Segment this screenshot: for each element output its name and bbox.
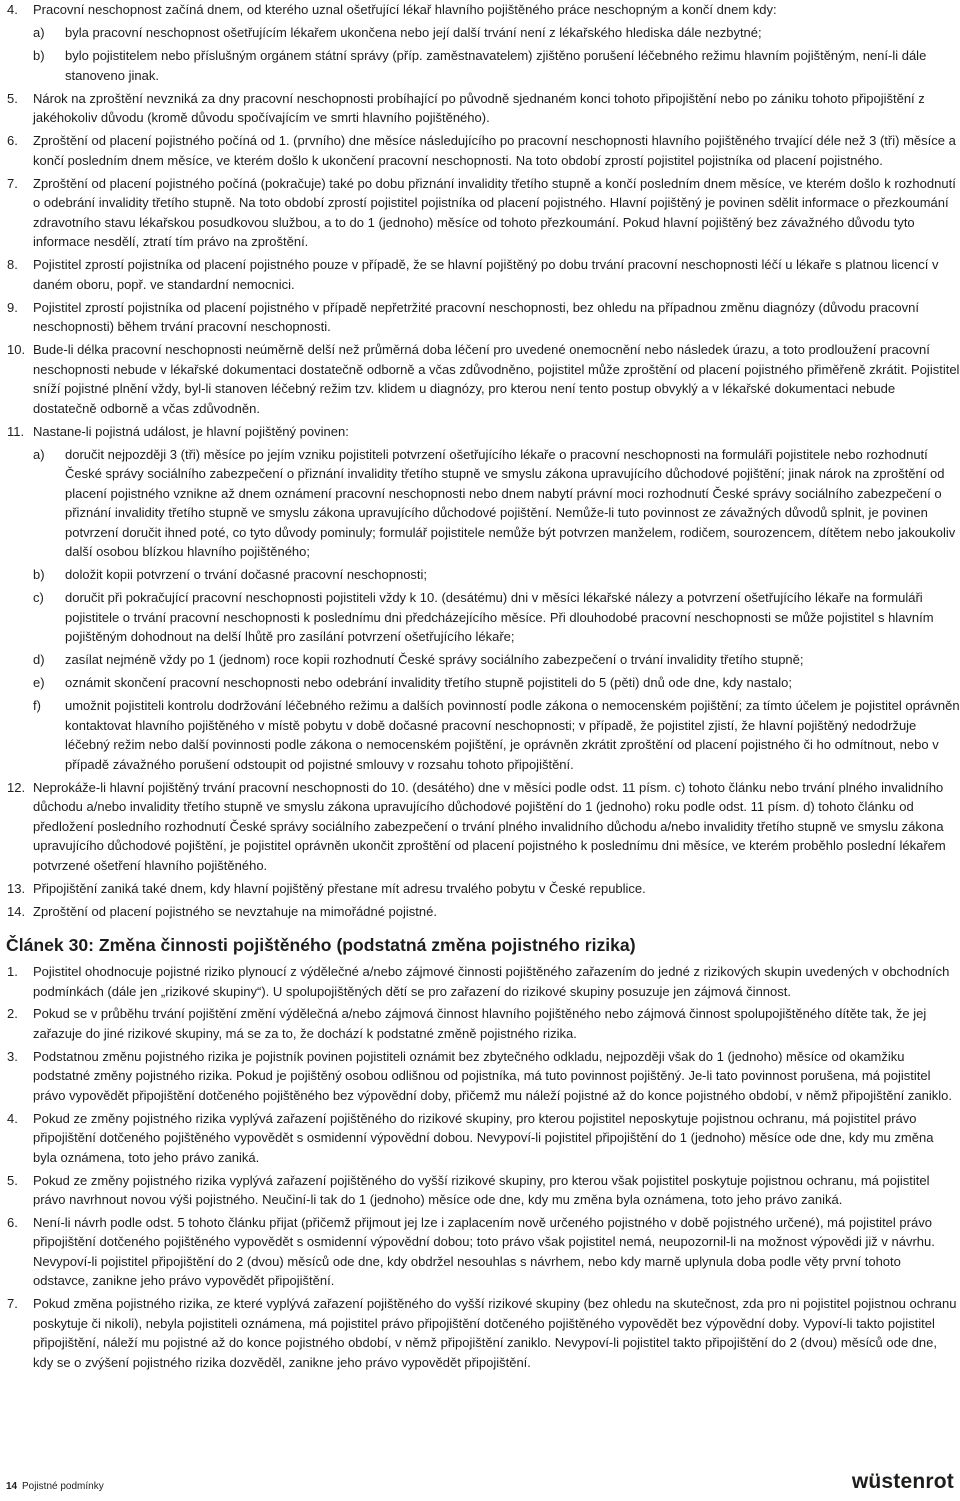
sub-letter: f) [33, 698, 41, 713]
item-number: 13. [7, 880, 26, 896]
item-text: Pracovní neschopnost začíná dnem, od kterého uznal ošetřující lékař hlavního pojištěného práce neschopným a končí dnem kdy: [33, 2, 777, 17]
article-29-item-11c [0, 588, 960, 647]
item-text: Pojistitel zprostí pojistníka od placení pojistného pouze v případě, že se hlavní pojištěný po dobu trvání pracovní neschopnosti léčí u lékaře s platnou licencí v daném oboru, popř. ve standardní nemocnici. [33, 257, 939, 292]
article-29-item-7 [0, 174, 960, 252]
article-29-item-11e [0, 673, 960, 693]
article-29-item-14 [0, 902, 960, 922]
article-30-heading: Článek 30: Změna činnosti pojištěného (podstatná změna pojistného rizika) [6, 935, 636, 955]
article-29-item-4b [0, 46, 960, 85]
article-29-item-11 [0, 422, 960, 442]
article-30-item-6 [0, 1213, 960, 1291]
item-number: 3. [7, 1048, 18, 1064]
item-text: Pojistitel ohodnocuje pojistné riziko plynoucí z výdělečné a/nebo zájmové činnosti pojištěného zařazením do jedné z rizikových skupin uvedených v obchodních podmínkách (dále jen „rizikové skupiny“). U spolupojištěných dětí se pro zařazení do rizikové skupiny posuzuje jen zájmová činnost. [33, 964, 950, 999]
item-text: Bude-li délka pracovní neschopnosti neúměrně delší než průměrná doba léčení pro uvedené onemocnění nebo následek úrazu, a toto prodloužení pracovní neschopnosti nebude v lékařské dokumentaci dostatečně odborně a včas zdůvodněno, pojistitel může zproštění od placení pojistného přiměřeně zkrátit. Pojistitel sníží pojistné plnění vždy, byl-li stanoven léčebný režim tzv. klidem u diagnózy, pro kterou není tento postup obvyklý a v lékařské dokumentaci nebude dostatečně odborně a včas zdůvodněn. [33, 342, 960, 416]
item-text: Pokud ze změny pojistného rizika vyplývá zařazení pojištěného do vyšší rizikové skupiny, pro kterou však pojistitel poskytuje pojistnou ochranu, má pojistitel právo navrhnout novou výši pojistného. Neučiní-li tak do 1 (jednoho) měsíce ode dne, kdy mu změna byla oznámena, toto jeho právo zaniká. [33, 1172, 930, 1208]
item-number: 8. [7, 257, 18, 272]
item-number: 4. [7, 1110, 18, 1126]
article-29-item-12 [0, 778, 960, 876]
article-29-item-4 [0, 0, 960, 20]
sub-letter: b) [33, 567, 45, 582]
article-29-item-11b [0, 565, 960, 585]
sub-letter: e) [33, 675, 45, 690]
item-number: 11. [7, 423, 25, 439]
item-number: 4. [7, 2, 18, 17]
item-text: Neprokáže-li hlavní pojištěný trvání pracovní neschopnosti do 10. (desátého) dne v měsíci podle odst. 11 písm. c) tohoto článku nebo trvání plného invalidního důchodu a/nebo invalidity třetího stupně ve smyslu zákona upravujícího důchodové pojištění do 1 (jednoho) roku podle odst. 11 písm. d) tohoto článku od předložení posledního rozhodnutí České správy sociálního zabezpečení o trvání plného invalidního důchodu a/nebo invalidity třetího stupně ve smyslu zákona upravujícího důchodové pojištění, je pojistitel oprávněn ukončit zproštění od placení pojistného k poslednímu dni měsíce, ve kterém proběhlo poslední lékařem potvrzené ošetření hlavního pojištěného. [33, 779, 946, 873]
page-number: 14 [6, 1481, 18, 1492]
article-30-item-2 [0, 1004, 960, 1043]
item-text: Pokud změna pojistného rizika, ze které vyplývá zařazení pojištěného do vyšší rizikové skupiny (bez ohledu na skutečnost, zda pro ni pojistitel pojistnou ochranu poskytuje či nikoli), nebyla pojistiteli oznámena, má pojistitel právo připojištění dotčeného pojištěného vypovědět bez výpovědní doby. Vypoví-li takto pojistitel připojištění, náleží mu pojistné až do konce pojistného období, v němž připojištění zaniklo. Nevypoví-li pojistitel takto připojištění do 2 (dvou) měsíců ode dne, kdy se o zvýšení pojistného rizika dozvěděl, zanikne jeho právo vypovědět připojištění. [33, 1296, 957, 1370]
wustenrot-logo: wüstenrot [851, 1470, 954, 1493]
sub-text: zasílat nejméně vždy po 1 (jednom) roce kopii rozhodnutí České správy sociálního zabezpečení o trvání invalidity třetího stupně; [65, 652, 804, 667]
item-number: 12. [7, 779, 26, 795]
sub-text: umožnit pojistiteli kontrolu dodržování léčebného režimu a dalších povinností podle zákona o nemocenském pojištění; za tímto účelem je pojistitel oprávněn kontaktovat hlavního pojištěného v místě pobytu v době dočasné pracovní neschopnosti; v případě, že pojistitel zjistí, že hlavní pojištěný nedodržuje léčebný režim nebo další povinnosti podle zákona o nemocenském pojištění, je oprávněn zkrátit zproštění od placení pojistného či ho odmítnout, nebo v případě závažného porušení odstoupit od pojistné smlouvy v rozsahu tohoto připojištění. [65, 698, 960, 772]
sub-text: doručit nejpozději 3 (tři) měsíce po jejím vzniku pojistiteli potvrzení ošetřujícího lékaře o pracovní neschopnosti na formuláři pojistitele nebo rozhodnutí České správy sociálního zabezpečení o přiznání invalidity třetího stupně ve smyslu zákona upravujícího důchodové pojištění; jinak nárok na zproštění od placení pojistného vznikne až dnem oznámení pracovní neschopnosti nebo dnem nabytí právní moci rozhodnutí České správy sociálního zabezpečení o přiznání invalidity třetího stupně ve smyslu zákona upravujícího důchodové pojištění. Nemůže-li tuto povinnost ze závažných důvodů splnit, je povinen potvrzení doručit ihned poté, co tyto důvody pominuly; formulář pojistitele nemůže být potvrzen manželem, rodičem, sourozencem, dítětem nebo jakoukoliv další osobou blízkou hlavního pojištěného; [65, 446, 956, 559]
item-number: 7. [7, 175, 18, 191]
article-30-item-3 [0, 1047, 960, 1106]
article-30-items [0, 962, 960, 1372]
document-label: Pojistné podmínky [22, 1481, 104, 1492]
item-text: Pokud ze změny pojistného rizika vyplývá zařazení pojištěného do rizikové skupiny, pro kterou pojistitel neposkytuje pojistnou ochranu, má pojistitel právo připojištění dotčeného pojištěného vypovědět s osmidenní výpovědní dobou. Nevypoví-li pojistitel připojištění do 1 (jednoho) měsíce ode dne, kdy mu změna byla oznámena, toto jeho právo zaniká. [33, 1110, 934, 1165]
page-footer [0, 1470, 960, 1501]
sub-letter: b) [33, 48, 45, 63]
sub-letter: c) [33, 590, 44, 605]
sub-letter: d) [33, 652, 45, 667]
item-text: Podstatnou změnu pojistného rizika je pojistník povinen pojistiteli oznámit bez zbytečného odkladu, nejpozději však do 1 (jednoho) měsíce od okamžiku podstatné změny pojistného rizika. Pokud je pojištěný osobou odlišnou od pojistníka, má tuto povinnost pojištěný. Je-li tato povinnost porušena, má pojistitel právo vypovědět připojištění dotčeného pojištěného bez výpovědní doby, přičemž mu náleží pojistné až do konce pojistného období, v němž připojištění zaniklo. [33, 1048, 952, 1103]
item-text: Pojistitel zprostí pojistníka od placení pojistného v případě nepřetržité pracovní neschopnosti, bez ohledu na případnou změnu diagnózy (důvodu pracovní neschopnosti) během trvání pracovní neschopnosti. [33, 299, 919, 334]
article-29-item-6 [0, 131, 960, 170]
item-number: 7. [7, 1296, 18, 1312]
article-29-item-11d [0, 650, 960, 670]
item-number: 1. [7, 964, 18, 979]
article-29-item-11a [0, 445, 960, 562]
sub-text: doložit kopii potvrzení o trvání dočasné pracovní neschopnosti; [65, 567, 428, 582]
item-text: Pokud se v průběhu trvání pojištění změní výdělečná a/nebo zájmová činnost hlavního pojištěného nebo zájmová činnost spolupojištěného dítěte tak, že jej zařazuje do jiné rizikové skupiny, má se za to, že dochází k podstatné změně pojistného rizika. [33, 1006, 927, 1041]
article-30-item-5 [0, 1171, 960, 1210]
article-30-item-1 [0, 962, 960, 1001]
sub-text: byla pracovní neschopnost ošetřujícím lékařem ukončena nebo její další trvání není z lékařského hlediska dále nezbytné; [65, 25, 762, 40]
item-text: Zproštění od placení pojistného počíná od 1. (prvního) dne měsíce následujícího po pracovní neschopnosti hlavního pojištěného trvající déle než 3 (tři) měsíce a končí posledním dnem měsíce, ve kterém došlo k ukončení pracovní neschopnosti. Na toto období zprostí pojistitel pojistníka od placení pojistného. [33, 133, 956, 168]
article-29-item-10 [0, 340, 960, 418]
article-30-item-4 [0, 1109, 960, 1168]
item-number: 9. [7, 299, 18, 315]
item-text: Nárok na zproštění nevzniká za dny pracovní neschopnosti probíhající po původně sjednaném konci tohoto připojištění nebo po zániku tohoto připojištění z jakéhokoliv důvodu (kromě důvodu spočívajícím ve smrti hlavního pojištěného). [33, 90, 925, 125]
article-29-item-5 [0, 89, 960, 128]
article-29-item-4a [0, 23, 960, 43]
article-30-item-7 [0, 1294, 960, 1372]
item-number: 6. [7, 133, 18, 148]
sub-text: doručit při pokračující pracovní neschopnosti pojistiteli vždy k 10. (desátému) dni v měsíci lékařské nálezy a potvrzení ošetřujícího lékaře na formuláři pojistitele o trvání pracovní neschopnosti k poslednímu dni předcházejícího měsíce. Při dlouhodobé pracovní neschopnosti se může pojistitel s hlavním pojištěným dohodnout na delší lhůtě pro zasílání potvrzení ošetřujícího lékaře; [65, 590, 934, 644]
item-number: 2. [7, 1006, 18, 1022]
item-number: 5. [7, 90, 18, 106]
item-text: Zproštění od placení pojistného se nevztahuje na mimořádné pojistné. [33, 903, 437, 919]
article-29-item-13 [0, 879, 960, 899]
item-text: Připojištění zaniká také dnem, kdy hlavní pojištěný přestane mít adresu trvalého pobytu v České republice. [33, 880, 646, 896]
sub-text: bylo pojistitelem nebo příslušným orgánem státní správy (příp. zaměstnavatelem) zjištěno porušení léčebného režimu hlavním pojištěným, není-li dále stanoveno jinak. [65, 48, 927, 83]
sub-text: oznámit skončení pracovní neschopnosti nebo odebrání invalidity třetího stupně pojistiteli do 5 (pěti) dnů ode dne, kdy nastalo; [65, 675, 793, 690]
item-number: 10. [7, 342, 26, 357]
item-number: 5. [7, 1172, 18, 1188]
sub-letter: a) [33, 25, 45, 40]
article-29-item-11f [0, 696, 960, 774]
sub-letter: a) [33, 446, 45, 462]
item-number: 6. [7, 1214, 18, 1230]
article-29-item-8 [0, 255, 960, 294]
item-text: Nastane-li pojistná událost, je hlavní pojištěný povinen: [33, 423, 349, 439]
item-text: Zproštění od placení pojistného počíná (pokračuje) také po dobu přiznání invalidity třetího stupně a končí posledním dnem měsíce, ve kterém došlo k rozhodnutí o odebrání invalidity třetího stupně. Na toto období zprostí pojistitel pojistníka od placení pojistného. Hlavní pojištěný je povinen sdělit informace o přezkoumání zdravotního stavu lékařskou posudkovou službou, a to do 1 (jednoho) měsíce od tohoto přezkoumání. Pokud hlavní pojištěný bez závažného důvodu tyto informace nesdělí, ztratí tím právo na zproštění. [33, 175, 956, 249]
article-29-item-9 [0, 298, 960, 337]
item-text: Není-li návrh podle odst. 5 tohoto článku přijat (přičemž přijmout jej lze i zaplacením nově určeného pojistného v době pojistného určené), má pojistitel právo připojištění dotčeného pojištěného vypovědět s osmidenní výpovědní dobou; toto právo však pojistitel nemá, neupozornil-li na možnost výpovědi již v návrhu. Nevypoví-li pojistitel připojištění do 2 (dvou) měsíců ode dne, kdy obdržel nesouhlas s návrhem, nebo kdy marně uplynula doba podle věty první tohoto odstavce, zanikne jeho právo vypovědět připojištění. [33, 1214, 935, 1289]
item-number: 14. [7, 903, 26, 919]
